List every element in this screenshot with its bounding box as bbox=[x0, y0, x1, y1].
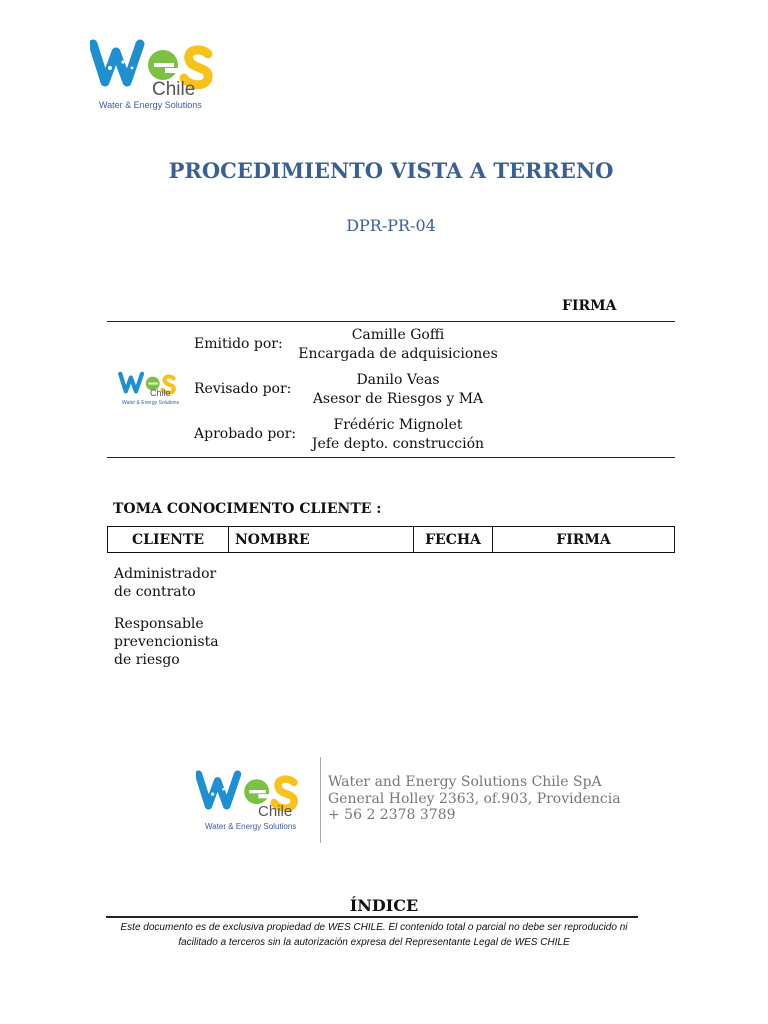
row-responsable-line3: de riesgo bbox=[114, 652, 180, 668]
col-cliente: CLIENTE bbox=[108, 527, 229, 553]
company-name: Water and Energy Solutions Chile SpA bbox=[328, 774, 602, 790]
company-address: General Holley 2363, of.903, Providencia bbox=[328, 790, 621, 807]
emitido-label: Emitido por: bbox=[194, 336, 283, 352]
row-responsable-line1: Responsable bbox=[114, 616, 204, 632]
disclaimer-line2: facilitado a terceros sin la autorización expresa del Representante Legal de WES CHILE bbox=[178, 937, 570, 948]
emitido-role: Encargada de adquisiciones bbox=[298, 346, 498, 362]
logo-tagline: Water & Energy Solutions bbox=[99, 100, 202, 110]
revisado-role: Asesor de Riesgos y MA bbox=[312, 391, 484, 407]
approval-top-rule bbox=[107, 321, 675, 322]
revisado-person bbox=[278, 371, 518, 409]
approval-logo-chile: Chile bbox=[150, 388, 171, 398]
disclaimer-rule bbox=[106, 916, 638, 918]
footer-logo-tagline: Water & Energy Solutions bbox=[205, 822, 297, 831]
row-administrador-line1: Administrador bbox=[114, 566, 217, 582]
aprobado-label: Aprobado por: bbox=[194, 426, 297, 442]
firma-header: FIRMA bbox=[562, 298, 617, 314]
disclaimer-line1: Este documento es de exclusiva propiedad de WES CHILE. El contenido total o parcial no debe ser reproducido ni bbox=[120, 922, 628, 933]
aprobado-name: Frédéric Mignolet bbox=[333, 417, 463, 433]
wes-logo-small-icon bbox=[118, 371, 180, 397]
client-table bbox=[107, 526, 675, 553]
revisado-label: Revisado por: bbox=[194, 381, 292, 397]
footer-logo-chile: Chile bbox=[258, 803, 293, 820]
approval-bottom-rule bbox=[107, 457, 675, 458]
row-responsable-line2: prevencionista bbox=[114, 634, 219, 650]
disclaimer bbox=[100, 920, 648, 950]
emitido-person bbox=[278, 326, 518, 364]
company-phone: + 56 2 2378 3789 bbox=[328, 807, 456, 823]
aprobado-role: Jefe depto. construcción bbox=[311, 436, 485, 452]
col-fecha: FECHA bbox=[414, 527, 493, 553]
header-logo bbox=[90, 38, 220, 116]
client-heading: TOMA CONOCIMENTO CLIENTE : bbox=[113, 501, 382, 517]
col-firma: FIRMA bbox=[493, 527, 675, 553]
footer-divider bbox=[320, 757, 321, 843]
aprobado-person bbox=[278, 416, 518, 454]
emitido-name: Camille Goffi bbox=[351, 327, 445, 343]
approval-logo bbox=[118, 371, 180, 409]
row-administrador-line2: de contrato bbox=[114, 584, 196, 600]
approval-logo-tagline: Water & Energy Solutions bbox=[122, 400, 180, 406]
document-title: PROCEDIMIENTO VISTA A TERRENO bbox=[168, 158, 614, 183]
revisado-name: Danilo Veas bbox=[356, 372, 440, 388]
row-administrador bbox=[114, 565, 216, 601]
indice-heading: ÍNDICE bbox=[349, 896, 419, 915]
document-code: DPR-PR-04 bbox=[346, 216, 436, 235]
logo-chile-text: Chile bbox=[152, 79, 196, 100]
footer-logo bbox=[196, 769, 306, 835]
col-nombre: NOMBRE bbox=[229, 527, 414, 553]
client-table-header bbox=[108, 527, 675, 553]
company-info bbox=[328, 774, 621, 824]
row-responsable bbox=[114, 615, 219, 669]
